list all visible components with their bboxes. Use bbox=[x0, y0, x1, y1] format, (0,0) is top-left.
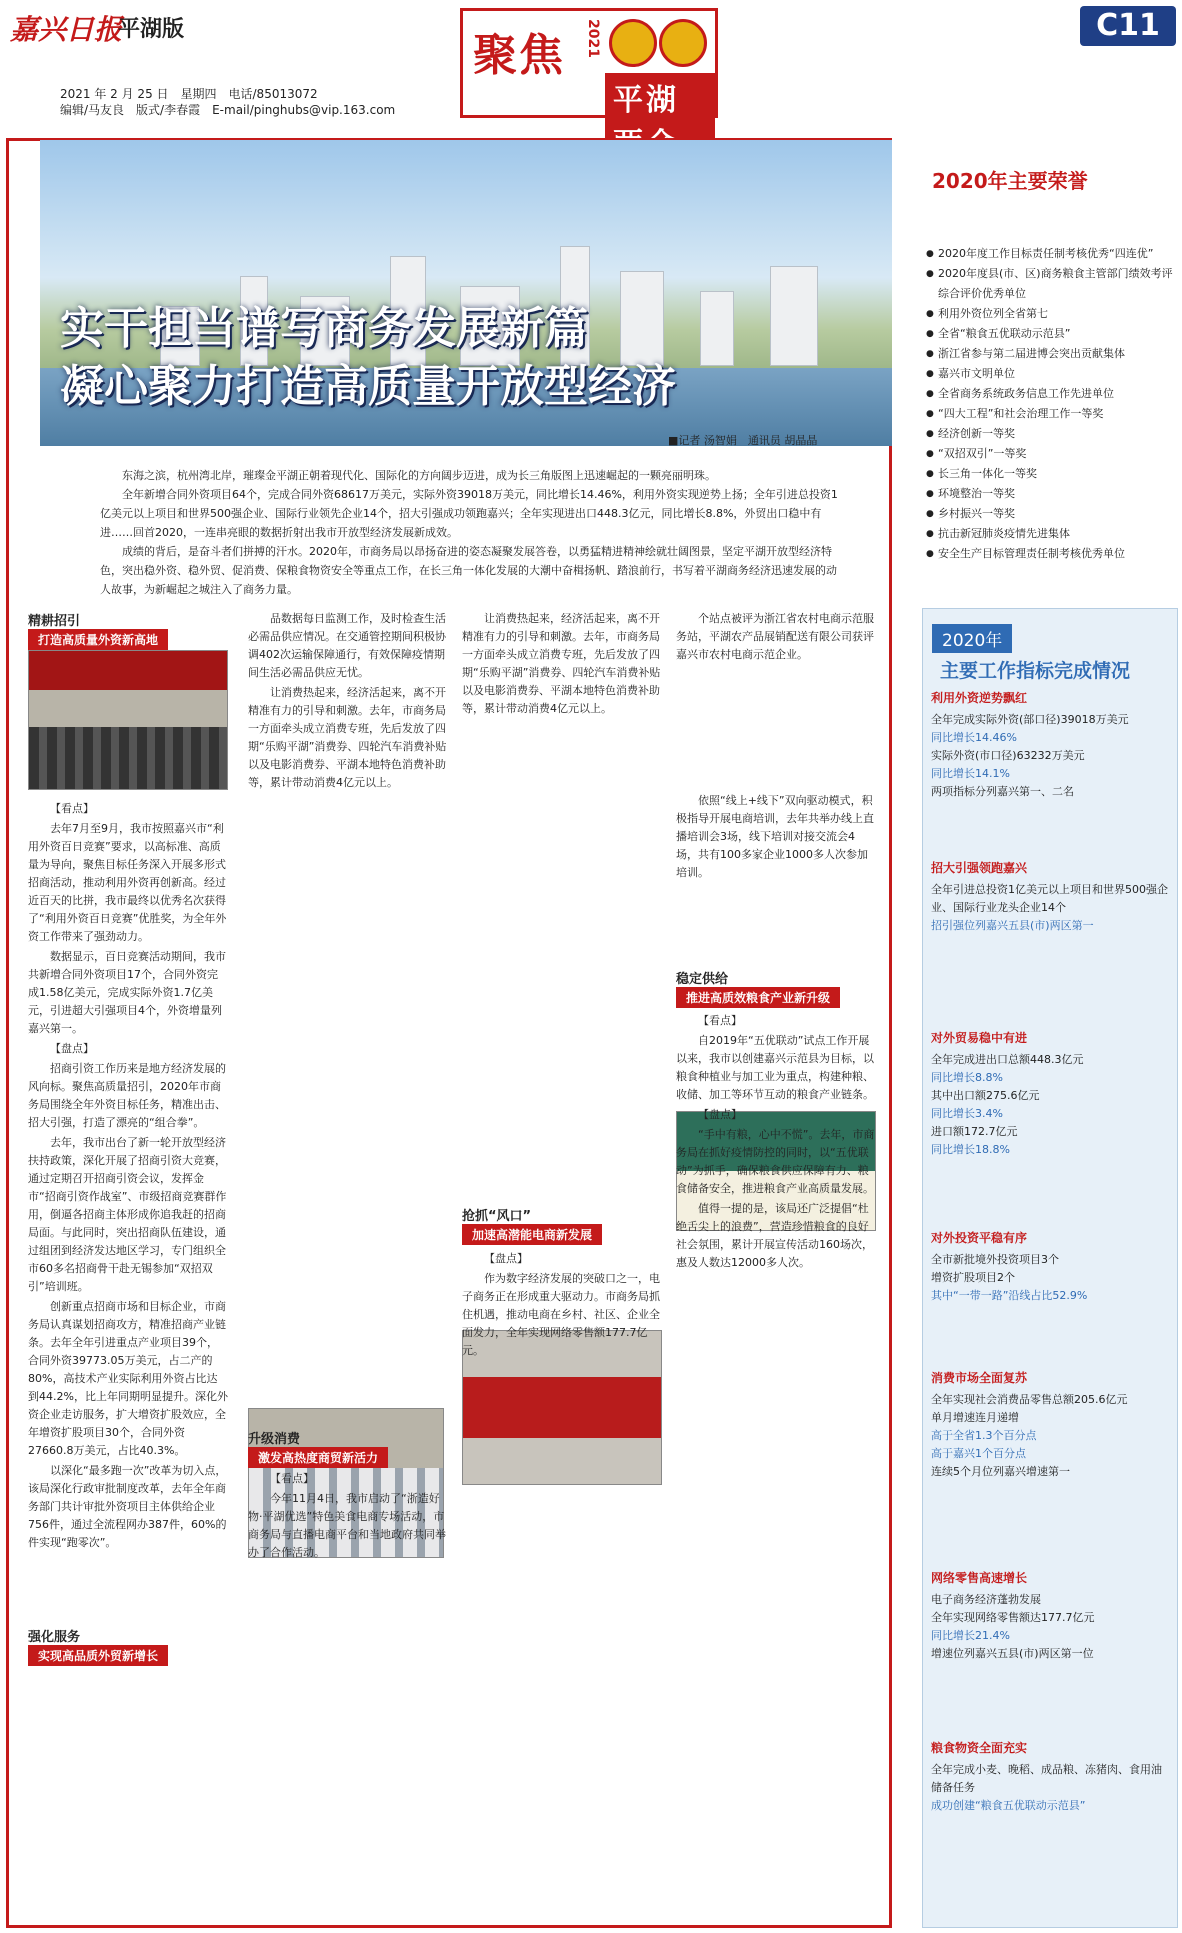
indicator-block bbox=[931, 689, 1169, 801]
indicator-block bbox=[931, 1369, 1169, 1481]
col-paragraph: 【盘点】 bbox=[50, 1042, 94, 1055]
indicator-line: 同比增长14.46% bbox=[931, 731, 1017, 744]
banner-subtitle: 平湖 bbox=[605, 73, 715, 165]
indicator-line: 全年实现社会消费品零售总额205.6亿元 bbox=[931, 1393, 1128, 1406]
indicator-line: 其中“一带一路”沿线占比52.9% bbox=[931, 1289, 1088, 1302]
honors-list bbox=[926, 244, 1176, 564]
editor-text: 编辑/马友良 版式/李春霞 E-mail/pinghubs@vip.163.com bbox=[60, 103, 396, 117]
col-paragraph: 个站点被评为浙江省农村电商示范服务站，平湖农产品展销配送有限公司获评嘉兴市农村电商示范企业。 bbox=[676, 612, 874, 660]
honor-item: ● 抗击新冠肺炎疫情先进集体 bbox=[926, 524, 1176, 544]
indicator-line: 其中出口额275.6亿元 bbox=[931, 1089, 1040, 1102]
banner-focus: 聚焦 bbox=[473, 30, 565, 81]
section-bar: 加速高潜能电商新发展 bbox=[462, 1224, 602, 1245]
col-paragraph: 【看点】 bbox=[270, 1472, 314, 1485]
indicator-line: 同比增长8.8% bbox=[931, 1071, 1003, 1084]
section-header-3 bbox=[248, 1428, 443, 1468]
indicator-block bbox=[931, 1229, 1169, 1305]
col-paragraph: 去年，我市出台了新一轮开放型经济扶持政策，深化开展了招商引资大竞赛，通过定期召开招商引资会议，发挥金市“招商引资作战室”、市级招商竞赛群作用，倒逼各招商主体形成你追我赶的招商局面。与此同时，突出招商队伍建设，通过组团到经济发达地区学习，专门组织全市60多名招商骨干赴无锡参加“双招双引”培训班。 bbox=[28, 1136, 227, 1293]
indicator-line: 同比增长18.8% bbox=[931, 1143, 1010, 1156]
indicator-label: 利用外资逆势飘红 bbox=[931, 691, 1028, 705]
honor-item: ● 利用外资位列全省第七 bbox=[926, 304, 1176, 324]
col-paragraph: 【盘点】 bbox=[698, 1108, 742, 1121]
indicator-block bbox=[931, 1029, 1169, 1159]
section-kicker: 抢抓“风口” bbox=[462, 1209, 532, 1224]
section-header-4 bbox=[462, 1205, 657, 1245]
indicator-line: 全年引进总投资1亿美元以上项目和世界500强企业、国际行业龙头企业14个 bbox=[931, 883, 1168, 914]
section-bar: 打造高质量外资新高地 bbox=[28, 629, 168, 650]
column-1 bbox=[28, 800, 228, 1620]
column-3 bbox=[462, 610, 662, 1030]
indicator-block bbox=[931, 1569, 1169, 1663]
indicator-line: 招引强位列嘉兴五县(市)两区第一 bbox=[931, 919, 1094, 932]
banner-year: 2021 bbox=[585, 19, 601, 58]
page-number: C11 bbox=[1080, 6, 1176, 46]
honor-item: ● 环境整治一等奖 bbox=[926, 484, 1176, 504]
col-paragraph: 创新重点招商市场和目标企业，市商务局认真谋划招商攻方，精准招商产业链条。去年全年引进重点产业项目39个，合同外资39773.05万美元，占二产的80%，高技术产业实际利用外资占比达到44.2%，比上年同期明显提升。深化外资企业走访服务，扩大增资扩股效应，全年增资扩股项目30个，合同外资27660.8万美元，占比40.3%。 bbox=[28, 1300, 228, 1457]
article-intro bbox=[100, 466, 840, 599]
column-2-lower bbox=[248, 1470, 448, 1910]
indicator-line: 连续5个月位列嘉兴增速第一 bbox=[931, 1465, 1070, 1478]
byline: ■记者 汤智娟 通讯员 胡晶晶 bbox=[668, 434, 818, 447]
indicator-line: 同比增长21.4% bbox=[931, 1629, 1010, 1642]
indicators-title: 主要工作指标完成情况 bbox=[940, 660, 1131, 682]
section-kicker: 稳定供给 bbox=[676, 972, 729, 987]
section-header-5 bbox=[676, 968, 871, 1008]
headline-line-2: 凝心聚力打造高质量开放型经济 bbox=[60, 361, 676, 412]
honor-item: ● 2020年度工作目标责任制考核优秀“四连优” bbox=[926, 244, 1176, 264]
indicator-line: 全年完成小麦、晚稻、成品粮、冻猪肉、食用油储备任务 bbox=[931, 1763, 1162, 1794]
col-paragraph: 【看点】 bbox=[698, 1014, 742, 1027]
indicator-label: 网络零售高速增长 bbox=[931, 1571, 1028, 1585]
col-paragraph: 品数据每日监测工作，及时检查生活必需品供应情况。在交通管控期间积极协调402次运输保障通行，有效保障疫情期间生活必需品供应无忧。 bbox=[248, 612, 446, 679]
honor-item: ● 安全生产目标管理责任制考核优秀单位 bbox=[926, 544, 1176, 564]
national-emblem-icon bbox=[609, 19, 657, 67]
col-paragraph: 自2019年“五优联动”试点工作开展以来，我市以创建嘉兴示范县为目标，以粮食种植业与加工业为重点，构建种粮、收储、加工等环节互动的粮食产业链条。 bbox=[676, 1034, 874, 1101]
honor-item: ● 乡村振兴一等奖 bbox=[926, 504, 1176, 524]
indicator-label: 对外贸易稳中有进 bbox=[931, 1031, 1028, 1045]
edition-label: 平湖版 bbox=[118, 17, 185, 42]
indicator-line: 全年完成进出口总额448.3亿元 bbox=[931, 1053, 1084, 1066]
col-paragraph: 数据显示，百日竞赛活动期间，我市共新增合同外资项目17个，合同外资完成1.58亿美元，完成实际外资1.7亿美元，引进超大引强项目4个，外资增量列嘉兴第一。 bbox=[28, 950, 226, 1035]
indicator-line: 全年完成实际外资(部口径)39018万美元 bbox=[931, 713, 1129, 726]
honor-item: ● 嘉兴市文明单位 bbox=[926, 364, 1176, 384]
section-kicker: 精耕招引 bbox=[28, 614, 81, 629]
indicator-line: 全市新批境外投资项目3个 bbox=[931, 1253, 1059, 1266]
indicator-line: 电子商务经济蓬勃发展 bbox=[931, 1593, 1041, 1606]
signing-ceremony-photo bbox=[28, 650, 228, 790]
intro-paragraph: 全年新增合同外资项目64个，完成合同外资68617万美元，实际外资39018万美元，同比增长14.46%，利用外资实现逆势上扬；全年引进总投资1亿美元以上项目和世界500强企业、国际行业领先企业14个，招大引强成功领跑嘉兴；全年实现进出口448.3亿元，同比增长8.8%，外贸出口稳中有进……回首2020，一连串亮眼的数据折射出我市开放型经济发展新成效。 bbox=[100, 488, 838, 539]
indicator-line: 全年实现网络零售额达177.7亿元 bbox=[931, 1611, 1095, 1624]
newspaper-logo: 嘉兴日报 bbox=[10, 13, 123, 46]
indicator-label: 招大引强领跑嘉兴 bbox=[931, 861, 1028, 875]
indicator-line: 增资扩股项目2个 bbox=[931, 1271, 1015, 1284]
indicator-line: 同比增长14.1% bbox=[931, 767, 1010, 780]
indicator-line: 增速位列嘉兴五县(市)两区第一位 bbox=[931, 1647, 1094, 1660]
honor-item: ● 经济创新一等奖 bbox=[926, 424, 1176, 444]
indicator-line: 成功创建“粮食五优联动示范县” bbox=[931, 1799, 1086, 1812]
column-2 bbox=[248, 610, 448, 1250]
section-bar: 激发高热度商贸新活力 bbox=[248, 1447, 388, 1468]
col-paragraph: 以深化“最多跑一次”改革为切入点，该局深化行政审批制度改革，去年全年商务部门共计审批外资项目主体供给企业756件，通过全流程网办387件，60%的件实现“跑零次”。 bbox=[28, 1464, 227, 1549]
column-4 bbox=[676, 792, 876, 960]
honor-item: ● “双招双引”一等奖 bbox=[926, 444, 1176, 464]
honor-item: ● 浙江省参与第二届进博会突出贡献集体 bbox=[926, 344, 1176, 364]
indicator-block bbox=[931, 1739, 1169, 1815]
col-paragraph: 让消费热起来，经济活起来，离不开精准有力的引导和刺激。去年，市商务局一方面牵头成立消费专班，先后发放了四期“乐购平湖”消费券、四轮汽车消费补贴以及电影消费券、平湖本地特色消费补助等，累计带动消费4亿元以上。 bbox=[462, 612, 661, 715]
indicators-tag: 2020年 bbox=[932, 624, 1012, 653]
col-paragraph: 去年7月至9月，我市按照嘉兴市“利用外资百日竞赛”要求，以高标准、高质量为导向，聚焦目标任务深入开展多形式招商活动，推动利用外资再创新高。经过近百天的比拼，我市最终以优秀名次获得了“利用外资百日竞赛”优胜奖，为全年外资工作带来了强劲动力。 bbox=[28, 822, 227, 943]
column-4-top bbox=[676, 610, 876, 660]
honor-item: ● “四大工程”和社会治理工作一等奖 bbox=[926, 404, 1176, 424]
col-paragraph: 值得一提的是，该局还广泛提倡“杜绝舌尖上的浪费”，营造珍惜粮食的良好社会氛围，累计开展宣传活动160场次，惠及人数达12000多人次。 bbox=[676, 1202, 873, 1269]
honor-item: ● 全省“粮食五优联动示范县” bbox=[926, 324, 1176, 344]
indicator-block bbox=[931, 859, 1169, 935]
honor-item: ● 长三角一体化一等奖 bbox=[926, 464, 1176, 484]
col-paragraph: 招商引资工作历来是地方经济发展的风向标。聚焦高质量招引，2020年市商务局围绕全年外资目标任务，精准出击、招大引强，打造了漂亮的“组合拳”。 bbox=[28, 1062, 226, 1129]
indicator-line: 两项指标分列嘉兴第一、二名 bbox=[931, 785, 1074, 798]
intro-paragraph: 成绩的背后，是奋斗者们拼搏的汗水。2020年，市商务局以昂扬奋进的姿态凝聚发展答卷，以勇猛精进精神绘就壮阔图景，坚定平湖开放型经济特色，突出稳外资、稳外贸、促消费、保粮食物资安全等重点工作，在长三角一体化发展的大潮中奋楫扬帆、踏浪前行，书写着平湖商务经济迅速发展的动人故事，为新崛起之城注入了商务力量。 bbox=[100, 545, 837, 596]
col-paragraph: 【盘点】 bbox=[484, 1252, 528, 1265]
column-3-lower bbox=[462, 1250, 662, 1910]
col-paragraph: 【看点】 bbox=[50, 802, 94, 815]
indicator-line: 进口额172.7亿元 bbox=[931, 1125, 1018, 1138]
date-line bbox=[60, 86, 395, 118]
column-4-lower bbox=[676, 1012, 876, 1912]
col-paragraph: “手中有粮，心中不慌”。去年，市商务局在抓好疫情防控的同时，以“五优联动”为抓手，确保粮食供应保障有力、粮食储备安全，推进粮食产业高质量发展。 bbox=[676, 1128, 875, 1195]
honor-item: ● 全省商务系统政务信息工作先进单位 bbox=[926, 384, 1176, 404]
honors-title: 2020年主要荣誉 bbox=[932, 169, 1088, 193]
indicator-line: 高于全省1.3个百分点 bbox=[931, 1429, 1037, 1442]
section-header-2 bbox=[28, 1626, 223, 1666]
cppcc-emblem-icon bbox=[659, 19, 707, 67]
honor-item: ● 2020年度县(市、区)商务粮食主管部门绩效考评综合评价优秀单位 bbox=[926, 264, 1176, 304]
section-bar: 推进高质效粮食产业新升级 bbox=[676, 987, 840, 1008]
section-bar: 实现高品质外贸新增长 bbox=[28, 1645, 168, 1666]
col-paragraph: 让消费热起来，经济活起来，离不开精准有力的引导和刺激。去年，市商务局一方面牵头成立消费专班，先后发放了四期“乐购平湖”消费券、四轮汽车消费补贴以及电影消费券、平湖本地特色消费补助等，累计带动消费4亿元以上。 bbox=[248, 686, 447, 789]
section-kicker: 强化服务 bbox=[28, 1630, 81, 1645]
indicator-line: 实际外资(市口径)63232万美元 bbox=[931, 749, 1085, 762]
section-banner bbox=[460, 8, 718, 118]
date-text: 2021 年 2 月 25 日 星期四 电话/85013072 bbox=[60, 87, 318, 101]
section-header-1 bbox=[28, 610, 223, 650]
indicator-label: 粮食物资全面充实 bbox=[931, 1741, 1028, 1755]
feature-headline bbox=[60, 300, 860, 416]
intro-paragraph: 东海之滨，杭州湾北岸，璀璨金平湖正朝着现代化、国际化的方向阔步迈进，成为长三角版图上迅速崛起的一颗亮丽明珠。 bbox=[122, 469, 716, 482]
indicator-line: 同比增长3.4% bbox=[931, 1107, 1003, 1120]
col-paragraph: 作为数字经济发展的突破口之一，电子商务正在形成重大驱动力。市商务局抓住机遇，推动电商在乡村、社区、企业全面发力，全年实现网络零售额177.7亿元。 bbox=[462, 1272, 660, 1357]
indicator-line: 单月增速连月递增 bbox=[931, 1411, 1019, 1424]
section-kicker: 升级消费 bbox=[248, 1432, 301, 1447]
indicators-panel bbox=[922, 608, 1178, 1928]
headline-line-1: 实干担当谱写商务发展新篇 bbox=[60, 303, 588, 354]
col-paragraph: 今年11月4日，我市启动了“浙造好物·平湖优选”特色美食电商专场活动，市商务局与直播电商平台和当地政府共同举办了合作活动。 bbox=[248, 1492, 446, 1559]
indicator-line: 高于嘉兴1个百分点 bbox=[931, 1447, 1026, 1460]
col-paragraph: 依照“线上+线下”双向驱动模式，积极指导开展电商培训，去年共举办线上直播培训会3场，线下培训对接交流会4场，共有100多家企业1000多人次参加培训。 bbox=[676, 794, 874, 879]
indicator-label: 对外投资平稳有序 bbox=[931, 1231, 1028, 1245]
indicator-label: 消费市场全面复苏 bbox=[931, 1371, 1028, 1385]
